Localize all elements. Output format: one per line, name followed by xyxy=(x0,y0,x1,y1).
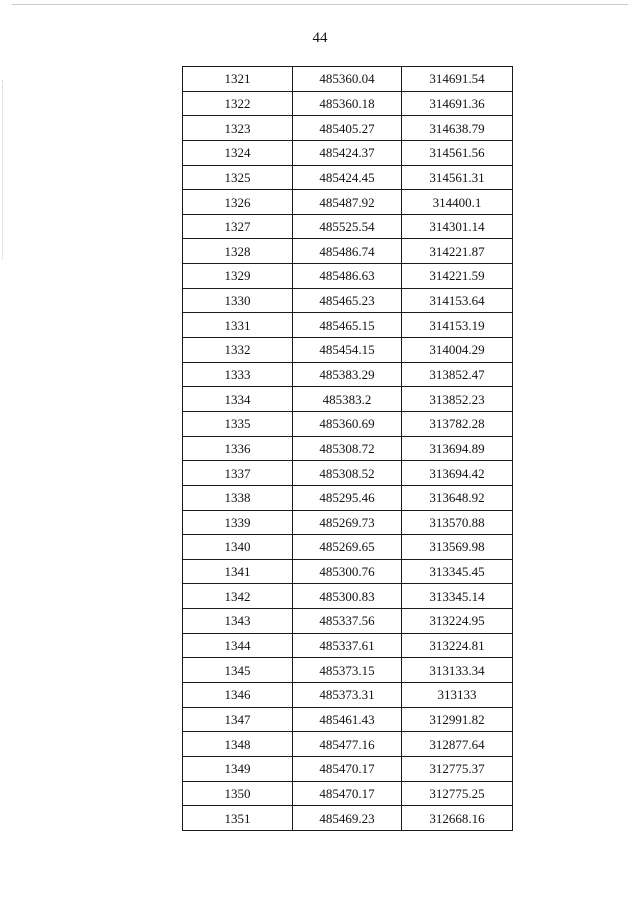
point-number-cell: 1331 xyxy=(183,313,293,338)
point-number-cell: 1335 xyxy=(183,411,293,436)
point-number-cell: 1332 xyxy=(183,338,293,363)
scan-margin-mark xyxy=(2,80,3,260)
coordinates-table-body xyxy=(183,67,513,831)
x-coordinate-cell: 485383.29 xyxy=(293,362,402,387)
table-row xyxy=(183,658,513,683)
x-coordinate-cell: 485470.17 xyxy=(293,756,402,781)
table-row xyxy=(183,559,513,584)
point-number-cell: 1346 xyxy=(183,683,293,708)
y-coordinate-cell: 314004.29 xyxy=(402,338,513,363)
point-number-cell: 1328 xyxy=(183,239,293,264)
table-row xyxy=(183,91,513,116)
y-coordinate-cell: 313852.47 xyxy=(402,362,513,387)
point-number-cell: 1327 xyxy=(183,214,293,239)
table-row xyxy=(183,140,513,165)
table-row xyxy=(183,609,513,634)
y-coordinate-cell: 314691.36 xyxy=(402,91,513,116)
point-number-cell: 1338 xyxy=(183,485,293,510)
y-coordinate-cell: 312668.16 xyxy=(402,806,513,831)
x-coordinate-cell: 485360.69 xyxy=(293,411,402,436)
point-number-cell: 1329 xyxy=(183,264,293,289)
y-coordinate-cell: 314561.56 xyxy=(402,140,513,165)
table-row xyxy=(183,436,513,461)
x-coordinate-cell: 485486.74 xyxy=(293,239,402,264)
x-coordinate-cell: 485308.72 xyxy=(293,436,402,461)
y-coordinate-cell: 314221.87 xyxy=(402,239,513,264)
y-coordinate-cell: 313345.45 xyxy=(402,559,513,584)
point-number-cell: 1321 xyxy=(183,67,293,92)
point-number-cell: 1337 xyxy=(183,461,293,486)
point-number-cell: 1350 xyxy=(183,781,293,806)
table-row xyxy=(183,116,513,141)
table-row xyxy=(183,732,513,757)
y-coordinate-cell: 313569.98 xyxy=(402,535,513,560)
x-coordinate-cell: 485360.04 xyxy=(293,67,402,92)
x-coordinate-cell: 485461.43 xyxy=(293,707,402,732)
x-coordinate-cell: 485373.15 xyxy=(293,658,402,683)
x-coordinate-cell: 485337.61 xyxy=(293,633,402,658)
table-row xyxy=(183,239,513,264)
point-number-cell: 1339 xyxy=(183,510,293,535)
x-coordinate-cell: 485477.16 xyxy=(293,732,402,757)
point-number-cell: 1330 xyxy=(183,288,293,313)
point-number-cell: 1336 xyxy=(183,436,293,461)
y-coordinate-cell: 314691.54 xyxy=(402,67,513,92)
point-number-cell: 1340 xyxy=(183,535,293,560)
table-row xyxy=(183,165,513,190)
y-coordinate-cell: 313782.28 xyxy=(402,411,513,436)
x-coordinate-cell: 485308.52 xyxy=(293,461,402,486)
table-row xyxy=(183,683,513,708)
table-row xyxy=(183,584,513,609)
y-coordinate-cell: 313224.95 xyxy=(402,609,513,634)
y-coordinate-cell: 313852.23 xyxy=(402,387,513,412)
x-coordinate-cell: 485469.23 xyxy=(293,806,402,831)
table-row xyxy=(183,756,513,781)
x-coordinate-cell: 485360.18 xyxy=(293,91,402,116)
table-row xyxy=(183,313,513,338)
y-coordinate-cell: 314638.79 xyxy=(402,116,513,141)
x-coordinate-cell: 485470.17 xyxy=(293,781,402,806)
y-coordinate-cell: 314221.59 xyxy=(402,264,513,289)
y-coordinate-cell: 313224.81 xyxy=(402,633,513,658)
x-coordinate-cell: 485486.63 xyxy=(293,264,402,289)
x-coordinate-cell: 485337.56 xyxy=(293,609,402,634)
table-row xyxy=(183,485,513,510)
point-number-cell: 1326 xyxy=(183,190,293,215)
table-row xyxy=(183,806,513,831)
table-row xyxy=(183,781,513,806)
table-row xyxy=(183,461,513,486)
y-coordinate-cell: 313345.14 xyxy=(402,584,513,609)
x-coordinate-cell: 485424.37 xyxy=(293,140,402,165)
table-row xyxy=(183,411,513,436)
x-coordinate-cell: 485525.54 xyxy=(293,214,402,239)
y-coordinate-cell: 314153.19 xyxy=(402,313,513,338)
point-number-cell: 1344 xyxy=(183,633,293,658)
x-coordinate-cell: 485454.15 xyxy=(293,338,402,363)
x-coordinate-cell: 485269.73 xyxy=(293,510,402,535)
point-number-cell: 1325 xyxy=(183,165,293,190)
table-row xyxy=(183,190,513,215)
x-coordinate-cell: 485383.2 xyxy=(293,387,402,412)
table-row xyxy=(183,535,513,560)
y-coordinate-cell: 312775.25 xyxy=(402,781,513,806)
point-number-cell: 1343 xyxy=(183,609,293,634)
point-number-cell: 1347 xyxy=(183,707,293,732)
x-coordinate-cell: 485300.83 xyxy=(293,584,402,609)
point-number-cell: 1348 xyxy=(183,732,293,757)
point-number-cell: 1334 xyxy=(183,387,293,412)
point-number-cell: 1322 xyxy=(183,91,293,116)
table-row xyxy=(183,387,513,412)
x-coordinate-cell: 485300.76 xyxy=(293,559,402,584)
table-row xyxy=(183,510,513,535)
table-row xyxy=(183,633,513,658)
table-row xyxy=(183,264,513,289)
y-coordinate-cell: 313648.92 xyxy=(402,485,513,510)
table-row xyxy=(183,67,513,92)
point-number-cell: 1342 xyxy=(183,584,293,609)
x-coordinate-cell: 485295.46 xyxy=(293,485,402,510)
point-number-cell: 1323 xyxy=(183,116,293,141)
point-number-cell: 1351 xyxy=(183,806,293,831)
table-row xyxy=(183,338,513,363)
table-row xyxy=(183,214,513,239)
point-number-cell: 1345 xyxy=(183,658,293,683)
y-coordinate-cell: 312775.37 xyxy=(402,756,513,781)
y-coordinate-cell: 313570.88 xyxy=(402,510,513,535)
table-row xyxy=(183,362,513,387)
table-row xyxy=(183,288,513,313)
y-coordinate-cell: 313133.34 xyxy=(402,658,513,683)
point-number-cell: 1333 xyxy=(183,362,293,387)
x-coordinate-cell: 485373.31 xyxy=(293,683,402,708)
page-number: 44 xyxy=(312,30,328,46)
y-coordinate-cell: 314561.31 xyxy=(402,165,513,190)
y-coordinate-cell: 313694.89 xyxy=(402,436,513,461)
y-coordinate-cell: 312877.64 xyxy=(402,732,513,757)
x-coordinate-cell: 485487.92 xyxy=(293,190,402,215)
y-coordinate-cell: 314400.1 xyxy=(402,190,513,215)
x-coordinate-cell: 485465.15 xyxy=(293,313,402,338)
x-coordinate-cell: 485269.65 xyxy=(293,535,402,560)
point-number-cell: 1324 xyxy=(183,140,293,165)
point-number-cell: 1341 xyxy=(183,559,293,584)
scan-border-line xyxy=(12,4,628,5)
y-coordinate-cell: 313694.42 xyxy=(402,461,513,486)
y-coordinate-cell: 313133 xyxy=(402,683,513,708)
x-coordinate-cell: 485405.27 xyxy=(293,116,402,141)
x-coordinate-cell: 485465.23 xyxy=(293,288,402,313)
y-coordinate-cell: 314153.64 xyxy=(402,288,513,313)
table-row xyxy=(183,707,513,732)
y-coordinate-cell: 312991.82 xyxy=(402,707,513,732)
point-number-cell: 1349 xyxy=(183,756,293,781)
coordinates-table xyxy=(182,66,513,831)
y-coordinate-cell: 314301.14 xyxy=(402,214,513,239)
x-coordinate-cell: 485424.45 xyxy=(293,165,402,190)
